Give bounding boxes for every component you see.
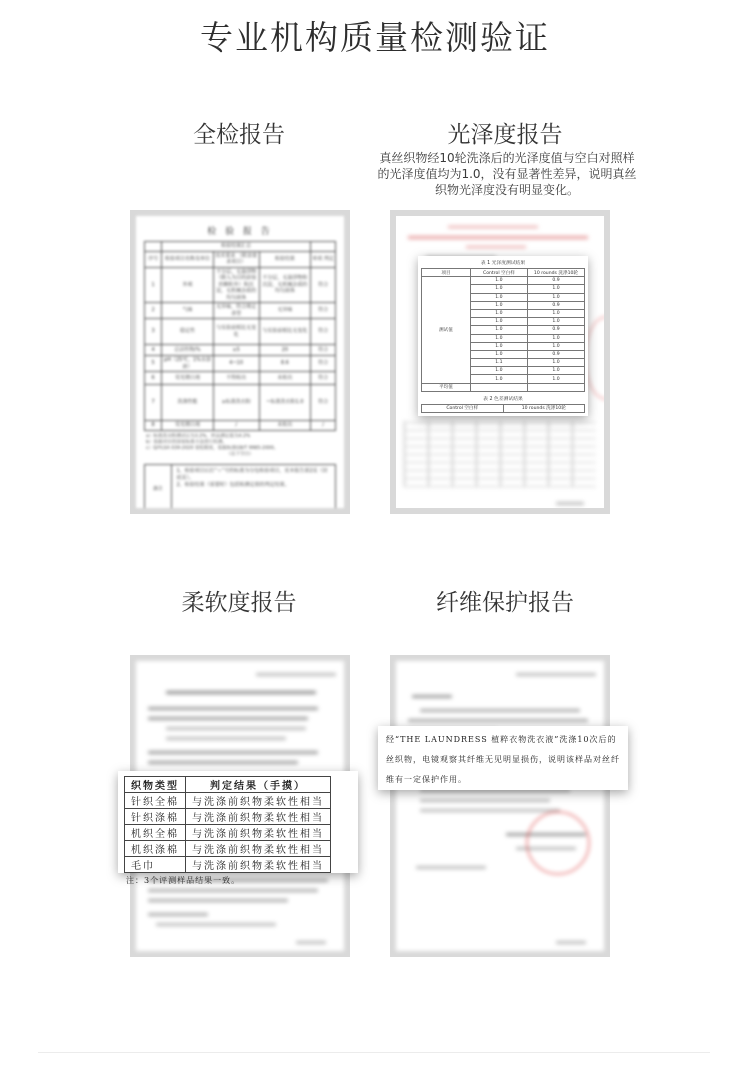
table-row (422, 277, 585, 285)
table-cell: ≥标准洗衣粉 (213, 385, 259, 421)
table-cell: 符合 (311, 385, 336, 421)
section-title-softness-report: 柔软度报告 (181, 590, 297, 616)
fiber-report-document (390, 655, 610, 957)
column-header: 10 rounds 洗涤10轮 (527, 269, 584, 277)
table-cell: 符合 (311, 345, 336, 356)
table-cell: 1.0 (527, 367, 584, 375)
table-cell: 6 (145, 372, 162, 385)
column-header: 项目 (422, 269, 471, 277)
full-report-doc-title: 检 验 报 告 (207, 227, 273, 237)
table-cell: 荧光增白剂 (162, 372, 214, 385)
table-cell: 不分层、无悬浮物（除入为目的添加的颗粒外）和沉淀，无机械杂质的均匀液体 (213, 267, 259, 303)
table-row (125, 825, 331, 841)
table-cell: 与洗涤前织物柔软性相当 (186, 809, 331, 825)
table-cell: 与实验前相比无变化 (259, 319, 311, 345)
table-cell: 1.0 (470, 367, 527, 375)
table-cell: 与洗涤前织物柔软性相当 (186, 793, 331, 809)
table-cell: 符合 (311, 319, 336, 345)
column-header: Control 空白样 (422, 404, 504, 412)
full-report-document (130, 210, 350, 514)
table-cell: 机织涤棉 (125, 841, 186, 857)
table-cell: 与洗涤前织物柔软性相当 (186, 825, 331, 841)
table-cell: 1.0 (527, 309, 584, 317)
table-cell: 1.0 (527, 318, 584, 326)
table-cell: 1.0 (527, 359, 584, 367)
table-cell: 2 (145, 303, 162, 319)
column-header: 10 rounds 洗涤10轮 (503, 404, 585, 412)
table-cell: 与实验前相比无变化 (213, 319, 259, 345)
table-cell: 符合 (311, 267, 336, 303)
gloss-table-popup (418, 256, 588, 416)
table-cell: 毛巾 (125, 857, 186, 873)
fiber-quote-text: 经“THE LAUNDRESS 植粹衣物洗衣液”洗涤10次后的丝织物，电镜观察其纤维无见明显损伤，说明该样品对丝纤维有一定保护作用。 (386, 735, 620, 784)
full-report-table (144, 241, 336, 431)
table-row (125, 857, 331, 873)
table-cell: 1.0 (527, 342, 584, 350)
gloss-description: 真丝织物经10轮洗涤后的光泽度值与空白对照样的光泽度值均为1.0，没有显著性差异，说明真丝织物光泽度没有明显变化。 (377, 151, 637, 197)
table-cell: 1.0 (527, 375, 584, 383)
table-cell: 1.0 (527, 293, 584, 301)
column-header: 检验项目名称及单位 (162, 251, 214, 267)
column-header: 检验结果 (259, 251, 311, 267)
section-title-gloss-report: 光泽度报告 (447, 122, 563, 148)
table-cell: ~标准洗衣粉1.0 (259, 385, 311, 421)
table-cell: 0.9 (527, 301, 584, 309)
table-cell: 1.0 (470, 293, 527, 301)
table-cell: 洗涤性能 (162, 385, 214, 421)
table-row (125, 809, 331, 825)
column-header: 判定结果（手摸） (186, 777, 331, 793)
table-row (422, 383, 585, 391)
table-cell: 1.1 (470, 359, 527, 367)
table-cell: 机织全棉 (125, 825, 186, 841)
table-cell: 5 (145, 356, 162, 372)
table-cell: 符合 (311, 303, 336, 319)
table-cell: 4 (145, 345, 162, 356)
table-cell: 1.0 (470, 301, 527, 309)
page-title: 专业机构质量检测验证 (200, 18, 550, 57)
row-label: 平均值 (422, 383, 471, 391)
column-header: 技术要求 （附表要求项目） (213, 251, 259, 267)
table-cell: 3 (145, 319, 162, 345)
table-cell: 20 (259, 345, 311, 356)
full-report-notes: a）标准洗衣粉测试后为3.2%，样品测定值为4.2% b）依据对应的国家标准方法进行检测。 c）Q/YLSA 039-2020 宽松限度，依据标准GB/T 9985-2000。 （以下空白） (146, 434, 279, 457)
section-title-full-report: 全检报告 (193, 122, 285, 148)
section-title-fiber-report: 纤维保护报告 (436, 590, 574, 616)
table-cell: 4~10 (213, 356, 259, 372)
table-cell: 无异味 (259, 303, 311, 319)
table-row (125, 793, 331, 809)
gloss-table2-title: 表 2 色差测试结果 (483, 396, 523, 402)
table-cell: 0.9 (527, 350, 584, 358)
full-report-remarks: 备注 1、检验项目后打“☆”号的标准为分包检验项目，见本报告第2页（封底页）。 2、检验结果（需要时）包括检测定值的判定结果。 (144, 464, 336, 508)
footer-divider (38, 1052, 710, 1053)
table-cell: 1.0 (470, 375, 527, 383)
table-cell: 不得检出 (213, 372, 259, 385)
table-cell: 1 (145, 267, 162, 303)
table-cell: 针织涤棉 (125, 809, 186, 825)
column-header: 单项 判定 (311, 251, 336, 267)
fiber-quote-popup (378, 726, 628, 790)
row-label: 测试值 (422, 277, 471, 383)
table-cell: 1.0 (470, 318, 527, 326)
table-cell: 1.0 (470, 326, 527, 334)
table-cell: 1.0 (527, 334, 584, 342)
softness-note: 注：3个评测样品结果一致。 (126, 876, 241, 885)
table-cell: 0.9 (527, 277, 584, 285)
table-cell: 0.9 (527, 326, 584, 334)
color-diff-table (421, 404, 585, 413)
table-cell: 符合 (311, 356, 336, 372)
table-cell: 1.0 (470, 334, 527, 342)
table-cell: 荧光增白剂 (162, 421, 214, 431)
table-cell: 7 (145, 385, 162, 421)
softness-table-popup (118, 771, 358, 885)
column-header: 序号 (145, 251, 162, 267)
table-cell: 1.0 (470, 285, 527, 293)
full-report-header-row: 检验结果汇总 (162, 242, 311, 252)
table-cell: 与洗涤前织物柔软性相当 (186, 857, 331, 873)
table-cell: 1.0 (470, 309, 527, 317)
table-cell: 1.0 (527, 285, 584, 293)
table-cell: 8 (145, 421, 162, 431)
column-header: Control 空白样 (470, 269, 527, 277)
table-cell: 不分层，无悬浮物和沉淀，无机械杂质的均匀液体 (259, 267, 311, 303)
table-row (125, 841, 331, 857)
table-cell: 与洗涤前织物柔软性相当 (186, 841, 331, 857)
column-header: 织物类型 (125, 777, 186, 793)
table-cell: 无异味，符合规定香型 (213, 303, 259, 319)
table-cell: 外观 (162, 267, 214, 303)
table-cell: 未检出 (259, 421, 311, 431)
table-cell: / (311, 421, 336, 431)
table-cell: 1.0 (470, 350, 527, 358)
table-cell: 稳定性 (162, 319, 214, 345)
gloss-table (421, 268, 585, 392)
table-cell: pH（25℃，1%水溶液） (162, 356, 214, 372)
table-cell: 1.0 (470, 342, 527, 350)
table-cell: 1.0 (470, 277, 527, 285)
table-cell: 针织全棉 (125, 793, 186, 809)
table-cell: 符合 (311, 372, 336, 385)
table-cell: 8.6 (259, 356, 311, 372)
table-cell: 气味 (162, 303, 214, 319)
table-cell: 未检出 (259, 372, 311, 385)
table-cell: ≥5 (213, 345, 259, 356)
table-cell: 总活性物/% (162, 345, 214, 356)
gloss-table1-title: 表 1 光泽度测试结果 (480, 261, 526, 266)
gloss-report-document (390, 210, 610, 514)
table-cell: / (213, 421, 259, 431)
softness-table (124, 776, 331, 873)
